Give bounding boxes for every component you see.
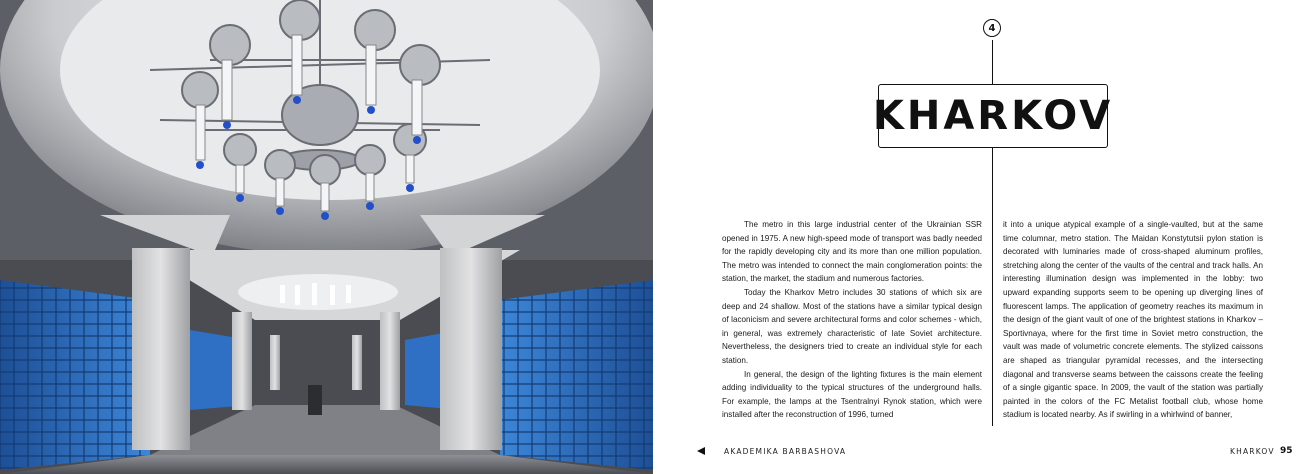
- text-column-left: [722, 218, 982, 430]
- chapter-title: KHARKOV: [872, 93, 1114, 139]
- distant-bench: [308, 385, 322, 415]
- vertical-rule-top: [992, 40, 993, 84]
- paragraph: In general, the design of the lighting fixtures is the main element adding individuality to the typical structures of the underground halls. For example, the lamps at the Tsentralnyi Rynok station, which were installed after the reconstruction of 1996, turned: [722, 369, 982, 420]
- footer-city-name: KHARKOV: [1230, 447, 1275, 456]
- chapter-number-badge: 4: [983, 19, 1001, 37]
- footer-station-name: AKADEMIKA BARBASHOVA: [724, 447, 847, 456]
- text-column-right: [1003, 218, 1263, 430]
- chapter-title-box: [872, 84, 1114, 148]
- paragraph: The metro in this large industrial center of the Ukrainian SSR opened in 1975. A new high-speed mode of transport was badly needed for the rapidly developing city and its more than one million population. The metro was intended to connect the main conglomeration points: the station, the market, the stadium and numerous factories.: [722, 220, 982, 284]
- triangle-left-icon[interactable]: [697, 447, 705, 455]
- vertical-rule-column-divider: [992, 148, 993, 426]
- page-number: 95: [1280, 446, 1293, 456]
- paragraph: it into a unique atypical example of a single-vaulted, but at the same time columnar, metro station. The Maidan Konstytutsii pylon station is decorated with luminaries made of cross-shaped aluminum profiles, stretching along the center of the vaults of the central and track halls. An interesting illumination design was implemented in the lobby: two upward expanding supports seem to be opening up diverging lines of fluorescent lamps. The application of geometry reaches its maximum in the design of the giant vault of one of the brightest stations in Kharkov – Sportivnaya, where for the first time in Soviet metro construction, the vault was made of volumetric concrete elements. The stylized caissons are shaped as triangular pyramidal recesses, and the intersecting diagonal and transverse seams between the caissons create the feeling of a single gigantic space. In 2009, the vault of the station was partially painted in the colors of the FC Metalist football club, whose home stadium is located nearby. As if swirling in a whirlwind of banner,: [1003, 220, 1263, 420]
- paragraph: Today the Kharkov Metro includes 30 stations of which six are deep and 24 shallow. Most of the stations have a similar typical design of laconicism and severe architectural forms and color schemes - which, in general, was extremely characteristic of late Soviet architecture. Nevertheless, the designers tried to create an individual style for each station.: [722, 287, 982, 365]
